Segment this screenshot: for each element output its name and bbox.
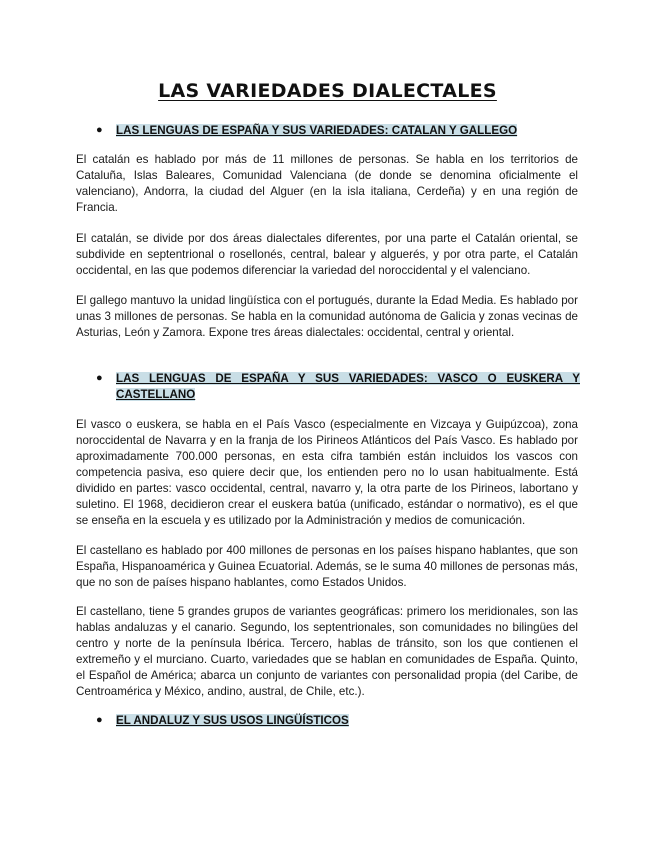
paragraph: El vasco o euskera, se habla en el País Vasco (especialmente en Vizcaya y Guipúzcoa), zona noroccidental de Navarra y en la franja de los Pirineos Atlánticos del País Vasco. Es hablado por aproximadamente 700.000 personas, en esta cifra también están incluidos los vascos con competencia pasiva, eso quiere decir que, los entienden pero no lo usan habitualmente. Está dividido en partes: vasco occidental, central, navarro y, la otra parte de los Pirineos, labortano y suletino. El 1968, decidieron crear el euskera batúa (unificado, estándar o normativo), es el que se enseña en la escuela y es utilizado por la Administración y medios de comunicación.	[76, 418, 578, 527]
bullet-icon: ●	[96, 124, 103, 136]
document-title: LAS VARIEDADES DIALECTALES	[158, 80, 497, 102]
bullet-icon: ●	[96, 714, 103, 726]
section-heading-andaluz	[96, 713, 580, 729]
bullet-icon: ●	[96, 372, 103, 384]
section-heading-catalan-gallego	[96, 123, 580, 139]
paragraph: El catalán, se divide por dos áreas dialectales diferentes, por una parte el Catalán oriental, se subdivide en septentrional o rosellonés, central, balear y alguerés, y por otra parte, el Catalán occidental, en las que podemos diferenciar la variedad del noroccidental y el valenciano.	[76, 232, 578, 277]
section-heading-text: EL ANDALUZ Y SUS USOS LINGÜÍSTICOS	[116, 714, 349, 727]
paragraph: El catalán es hablado por más de 11 millones de personas. Se habla en los territorios de Cataluña, Islas Baleares, Comunidad Valenciana (de donde se denomina oficialmente el valenciano), Andorra, la ciudad del Alguer (en la isla italiana, Cerdeña) y en una región de Francia.	[76, 153, 578, 214]
paragraph: El castellano es hablado por 400 millones de personas en los países hispano hablantes, que son España, Hispanoamérica y Guinea Ecuatorial. Además, se le suma 40 millones de personas más, que no son de países hispano hablantes, como Estados Unidos.	[76, 544, 579, 589]
section-heading-text: LAS LENGUAS DE ESPAÑA Y SUS VARIEDADES: CATALAN Y GALLEGO	[116, 124, 518, 137]
paragraph: El gallego mantuvo la unidad lingüística con el portugués, durante la Edad Media. Es hablado por unas 3 millones de personas. Se habla en la comunidad autónoma de Galicia y zonas vecinas de Asturias, León y Zamora. Expone tres áreas dialectales: occidental, central y oriental.	[76, 294, 578, 339]
section-heading-text: LAS LENGUAS DE ESPAÑA Y SUS VARIEDADES: VASCO O EUSKERA Y CASTELLANO	[116, 372, 580, 401]
paragraph: El castellano, tiene 5 grandes grupos de variantes geográficas: primero los meridionales, son las hablas andaluzas y el canario. Segundo, los septentrionales, son comunidades no bilingües del centro y norte de la península Ibérica. Tercero, hablas de tránsito, son los que contienen el extremeño y el murciano. Cuarto, variedades que se hablan en comunidades de España. Quinto, el Español de América; abarca un conjunto de variantes con personalidad propia (del Caribe, de Centroamérica y México, andino, austral, de Chile, etc.).	[76, 605, 578, 698]
section-heading-vasco-castellano	[96, 371, 580, 402]
